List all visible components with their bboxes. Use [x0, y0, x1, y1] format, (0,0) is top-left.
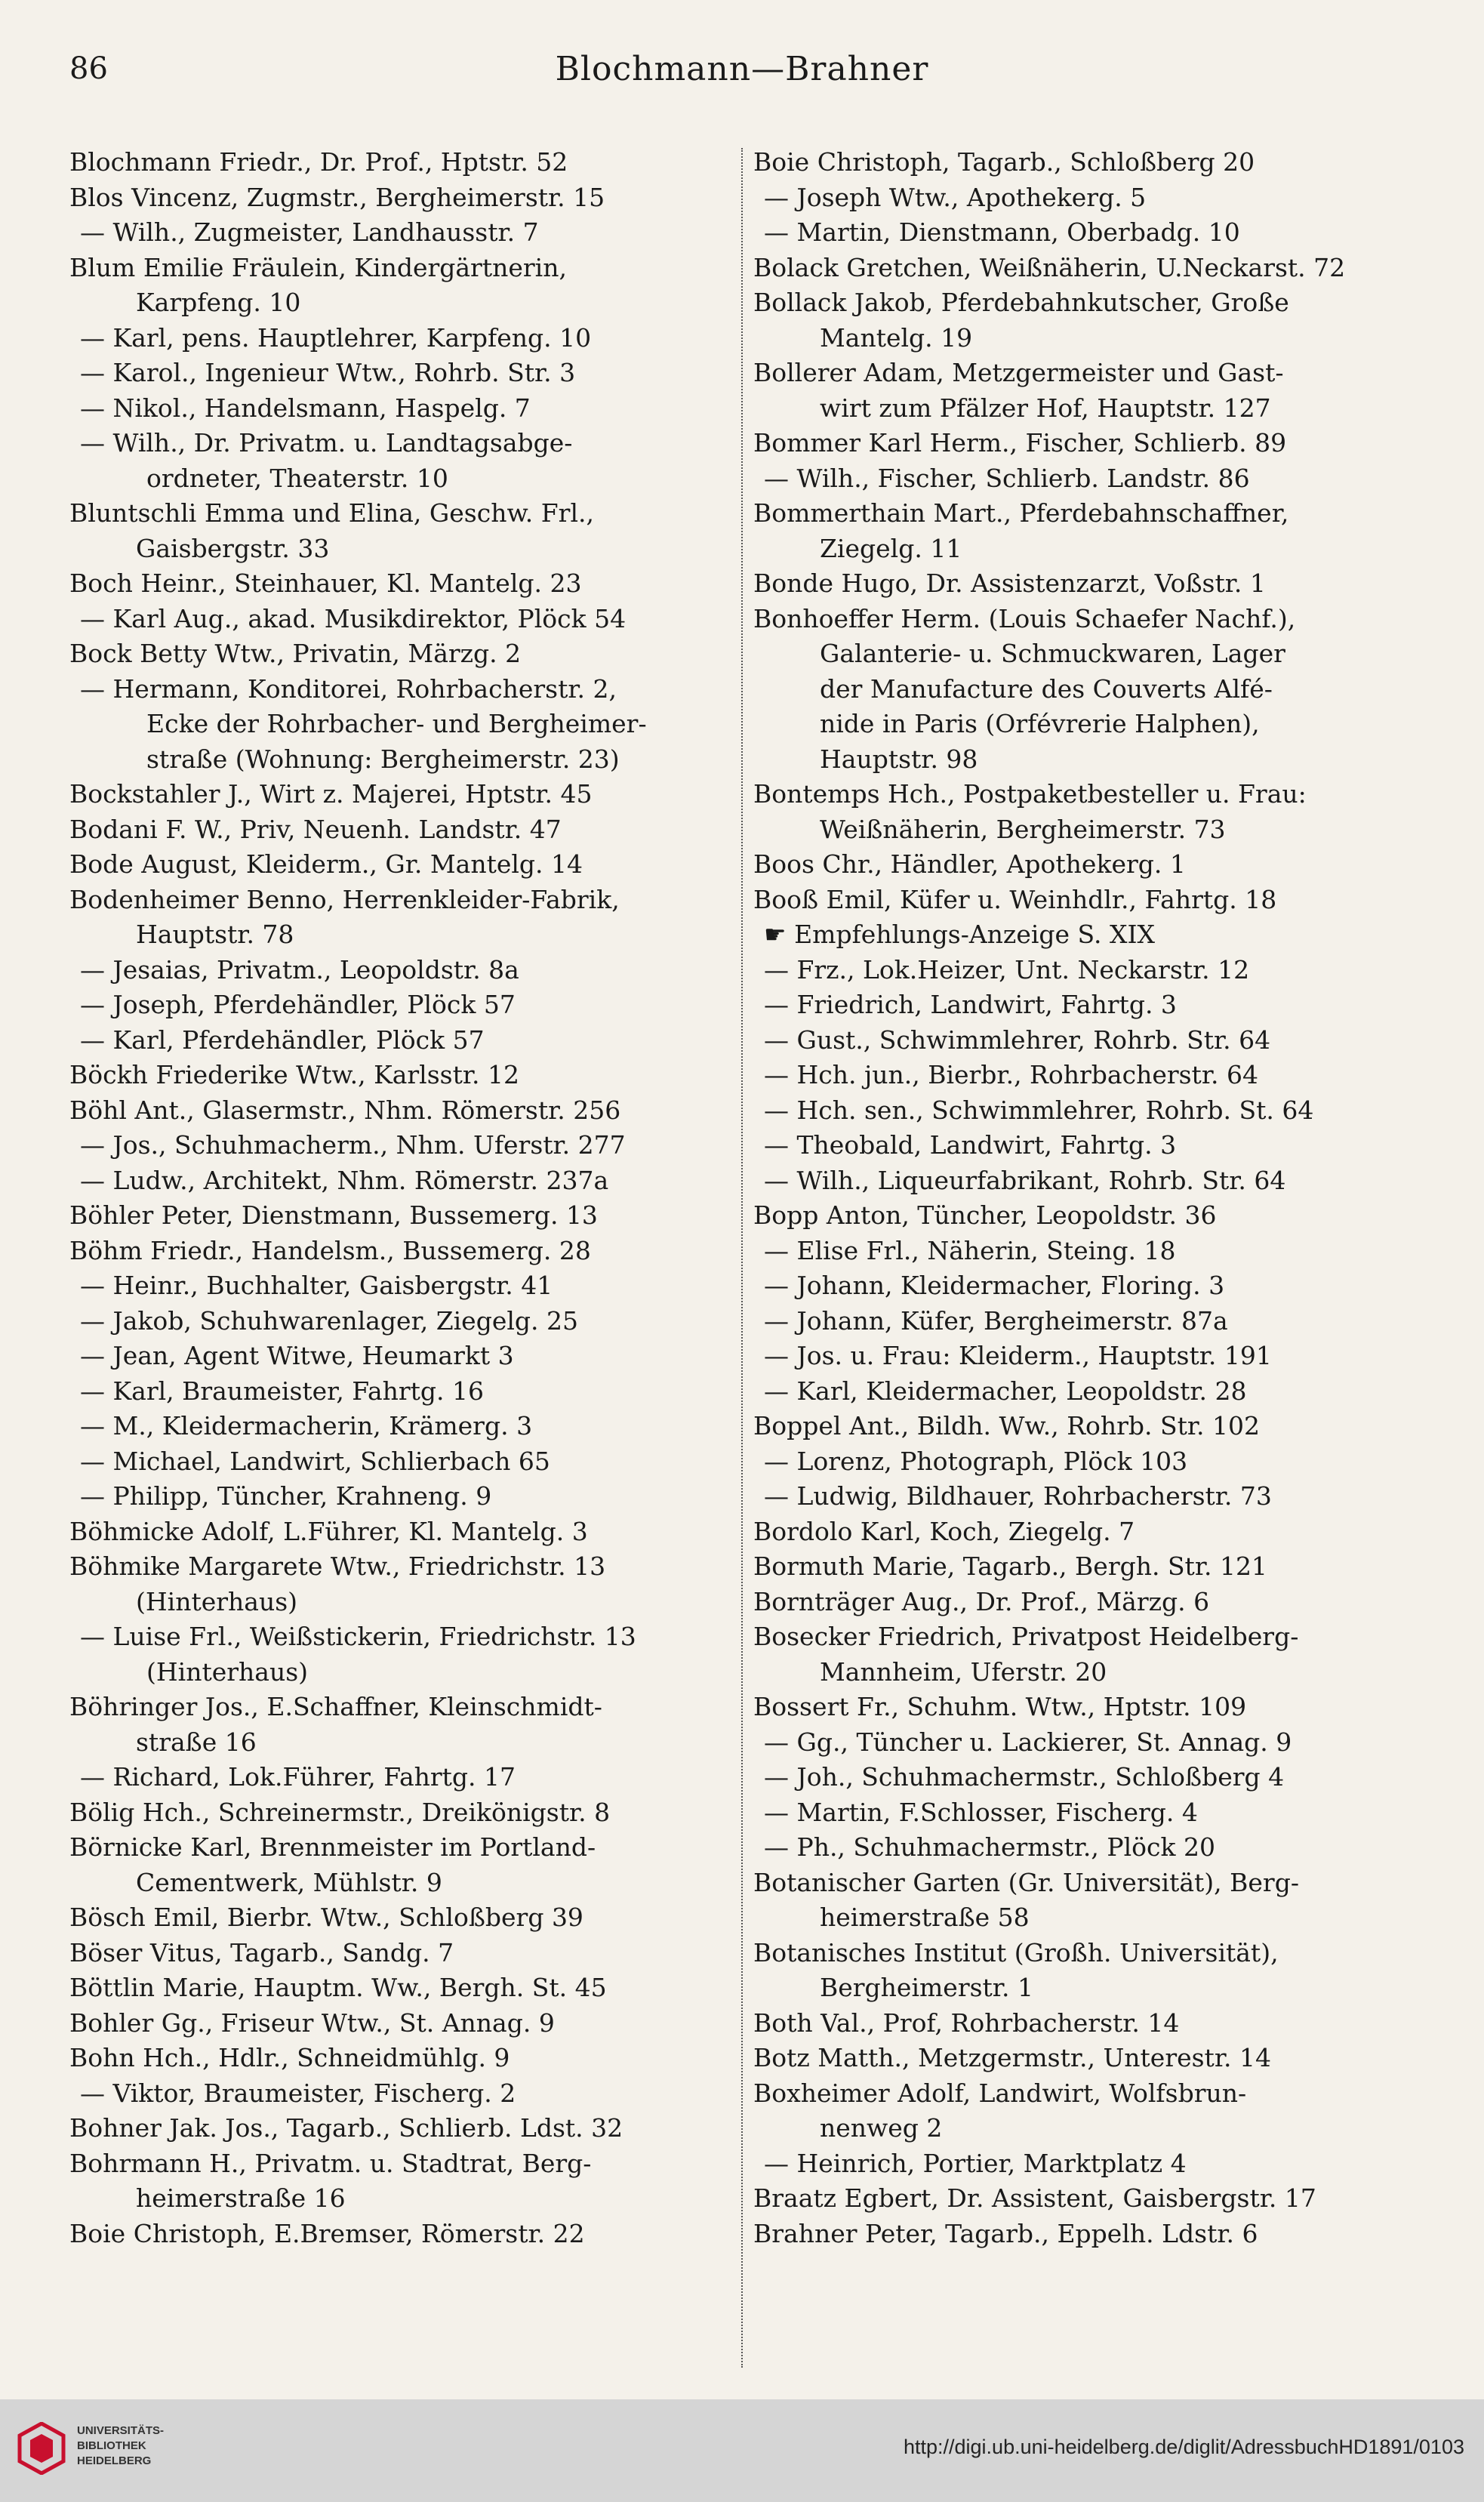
- entry-line: — Karl Aug., akad. Musikdirektor, Plöck 54: [80, 603, 627, 633]
- directory-entry: [69, 426, 728, 496]
- directory-entry: [69, 180, 728, 216]
- entry-line: heimerstraße 16: [136, 2183, 346, 2213]
- entry-line: — Richard, Lok.Führer, Fahrtg. 17: [80, 1762, 516, 1792]
- directory-entry: [69, 602, 728, 637]
- directory-entry: [753, 1549, 1419, 1585]
- entry-line: Both Val., Prof, Rohrbacherstr. 14: [753, 2007, 1180, 2038]
- entry-line: — Martin, Dienstmann, Oberbadg. 10: [764, 217, 1240, 247]
- entry-line: — Wilh., Dr. Privatm. u. Landtagsabge-: [80, 428, 573, 458]
- directory-entry: [753, 1690, 1419, 1725]
- directory-entry: [753, 1830, 1419, 1866]
- entry-line: Böhringer Jos., E.Schaffner, Kleinschmidt-: [69, 1692, 602, 1721]
- entry-line: — Hch. jun., Bierbr., Rohrbacherstr. 64: [764, 1060, 1258, 1089]
- entry-line: — Jakob, Schuhwarenlager, Ziegelg. 25: [80, 1305, 579, 1336]
- page-number: 86: [69, 51, 108, 86]
- directory-entry: [69, 1900, 728, 1936]
- directory-entry: [69, 777, 728, 812]
- entry-line: Bommer Karl Herm., Fischer, Schlierb. 89: [753, 428, 1287, 458]
- directory-entry: [753, 1268, 1419, 1304]
- entry-line: straße 16: [136, 1727, 257, 1757]
- entry-line: — Karl, Braumeister, Fahrtg. 16: [80, 1376, 485, 1406]
- directory-entry: [69, 2006, 728, 2041]
- entry-line: Boie Christoph, E.Bremser, Römerstr. 22: [69, 2218, 585, 2248]
- directory-entry: [69, 1163, 728, 1199]
- entry-line: Bommerthain Mart., Pferdebahnschaffner,: [753, 498, 1289, 528]
- entry-line: Karpfeng. 10: [136, 288, 301, 317]
- directory-entry: [753, 1760, 1419, 1795]
- directory-entry: [69, 1268, 728, 1304]
- entry-line: — M., Kleidermacherin, Krämerg. 3: [80, 1411, 533, 1440]
- directory-entry: [753, 777, 1419, 847]
- entry-line: Blochmann Friedr., Dr. Prof., Hptstr. 52: [69, 147, 568, 177]
- entry-line: Mannheim, Uferstr. 20: [820, 1656, 1107, 1687]
- directory-entry: [753, 1374, 1419, 1410]
- directory-entry: [69, 1023, 728, 1058]
- entry-line: Bohn Hch., Hdlr., Schneidmühlg. 9: [69, 2043, 510, 2072]
- right-column: [753, 145, 1419, 2372]
- directory-entry: [69, 1514, 728, 1550]
- entry-line: Böttlin Marie, Hauptm. Ww., Bergh. St. 45: [69, 1973, 607, 2002]
- entry-line: (Hinterhaus): [136, 1586, 298, 1616]
- entry-line: Bormuth Marie, Tagarb., Bergh. Str. 121: [753, 1551, 1267, 1581]
- entry-line: — Hermann, Konditorei, Rohrbacherstr. 2,: [80, 673, 617, 704]
- directory-entry: [753, 356, 1419, 426]
- entry-line: — Ludw., Architekt, Nhm. Römerstr. 237a: [80, 1165, 609, 1195]
- entry-line: Bonhoeffer Herm. (Louis Schaefer Nachf.),: [753, 603, 1296, 633]
- directory-entry: [69, 145, 728, 180]
- directory-entry: [69, 2076, 728, 2112]
- directory-entry: [753, 285, 1419, 356]
- directory-entry: [753, 1444, 1419, 1480]
- entry-line: Blos Vincenz, Zugmstr., Bergheimerstr. 15: [69, 182, 605, 212]
- directory-entry: [69, 391, 728, 427]
- directory-entry: [69, 1619, 728, 1690]
- entry-line: — Karl, Kleidermacher, Leopoldstr. 28: [764, 1376, 1247, 1406]
- directory-entry: [69, 672, 728, 778]
- entry-line: Bodenheimer Benno, Herrenkleider-Fabrik,: [69, 884, 620, 914]
- entry-line: Böhmicke Adolf, L.Führer, Kl. Mantelg. 3: [69, 1516, 588, 1546]
- library-name: [77, 2423, 164, 2469]
- directory-entry: [753, 953, 1419, 988]
- directory-entry: [753, 847, 1419, 883]
- entry-line: — Frz., Lok.Heizer, Unt. Neckarstr. 12: [764, 954, 1250, 984]
- entry-line: — Wilh., Fischer, Schlierb. Landstr. 86: [764, 463, 1250, 493]
- entry-line: — Johann, Küfer, Bergheimerstr. 87a: [764, 1305, 1228, 1336]
- entry-line: — Viktor, Braumeister, Fischerg. 2: [80, 2078, 516, 2108]
- entry-line: — Martin, F.Schlosser, Fischerg. 4: [764, 1797, 1198, 1827]
- directory-entry: [69, 2041, 728, 2076]
- directory-entry: [753, 1023, 1419, 1058]
- directory-entry: [753, 1866, 1419, 1936]
- directory-entry: [753, 988, 1419, 1023]
- entry-line: Bohler Gg., Friseur Wtw., St. Annag. 9: [69, 2007, 555, 2038]
- entry-line: — Karol., Ingenieur Wtw., Rohrb. Str. 3: [80, 358, 576, 387]
- entry-line: — Philipp, Tüncher, Krahneng. 9: [80, 1481, 492, 1511]
- directory-entry: [753, 1058, 1419, 1093]
- directory-entry: [753, 883, 1419, 918]
- directory-entry: [69, 1409, 728, 1444]
- directory-entry: [753, 1234, 1419, 1269]
- directory-entry: [753, 496, 1419, 566]
- directory-entry: [69, 251, 728, 321]
- directory-entry: [69, 1093, 728, 1129]
- directory-entry: [69, 1549, 728, 1619]
- entry-line: Bohner Jak. Jos., Tagarb., Schlierb. Ldst. 32: [69, 2113, 623, 2143]
- directory-entry: [753, 602, 1419, 778]
- entry-line: Ecke der Rohrbacher- und Bergheimer-: [146, 709, 647, 738]
- directory-entry: [69, 1198, 728, 1234]
- entry-line: — Friedrich, Landwirt, Fahrtg. 3: [764, 990, 1177, 1019]
- entry-line: Bornträger Aug., Dr. Prof., Märzg. 6: [753, 1586, 1210, 1616]
- entry-line: Bock Betty Wtw., Privatin, Märzg. 2: [69, 639, 522, 668]
- library-name-line: UNIVERSITÄTS-: [77, 2424, 165, 2437]
- entry-line: Bossert Fr., Schuhm. Wtw., Hptstr. 109: [753, 1692, 1247, 1721]
- directory-entry: [69, 1936, 728, 1971]
- library-name-line: HEIDELBERG: [77, 2454, 152, 2467]
- entry-line: — Lorenz, Photograph, Plöck 103: [764, 1446, 1188, 1476]
- entry-line: — Elise Frl., Näherin, Steing. 18: [764, 1235, 1176, 1265]
- entry-line: — Johann, Kleidermacher, Floring. 3: [764, 1271, 1225, 1300]
- directory-entry: [69, 883, 728, 953]
- entry-line: Bluntschli Emma und Elina, Geschw. Frl.,: [69, 498, 594, 528]
- directory-entry: [69, 1760, 728, 1795]
- entry-line: — Heinr., Buchhalter, Gaisbergstr. 41: [80, 1271, 553, 1300]
- entry-line: — Wilh., Zugmeister, Landhausstr. 7: [80, 217, 539, 247]
- directory-entry: [753, 1339, 1419, 1374]
- directory-entry: [69, 215, 728, 251]
- directory-entry: [69, 1234, 728, 1269]
- footer-band: [0, 2399, 1484, 2502]
- entry-line: Böhmike Margarete Wtw., Friedrichstr. 13: [69, 1551, 606, 1581]
- entry-line: wirt zum Pfälzer Hof, Hauptstr. 127: [820, 393, 1271, 423]
- entry-line: ordneter, Theaterstr. 10: [146, 463, 448, 493]
- entry-line: Bergheimerstr. 1: [820, 1973, 1033, 2002]
- directory-entry: [753, 2006, 1419, 2041]
- entry-line: Brahner Peter, Tagarb., Eppelh. Ldstr. 6: [753, 2218, 1258, 2248]
- entry-line: Böhl Ant., Glasermstr., Nhm. Römerstr. 256: [69, 1095, 621, 1125]
- entry-line: Bölig Hch., Schreinermstr., Dreikönigstr. 8: [69, 1797, 611, 1827]
- university-library-logo-icon: [17, 2422, 66, 2475]
- entry-line: — Jean, Agent Witwe, Heumarkt 3: [80, 1341, 514, 1370]
- directory-entry: [753, 1725, 1419, 1761]
- directory-entry: [69, 636, 728, 672]
- entry-line: Braatz Egbert, Dr. Assistent, Gaisbergstr. 17: [753, 2183, 1316, 2213]
- directory-entry: [753, 1479, 1419, 1514]
- directory-entry: [753, 461, 1419, 497]
- entry-line: — Joseph Wtw., Apothekerg. 5: [764, 182, 1147, 212]
- entry-line: Booß Emil, Küfer u. Weinhdlr., Fahrtg. 18: [753, 884, 1277, 914]
- entry-line: — Ph., Schuhmachermstr., Plöck 20: [764, 1832, 1215, 1862]
- entry-line: — Wilh., Liqueurfabrikant, Rohrb. Str. 64: [764, 1165, 1286, 1195]
- entry-line: — Luise Frl., Weißstickerin, Friedrichstr. 13: [80, 1622, 636, 1651]
- entry-line: Bode August, Kleiderm., Gr. Mantelg. 14: [69, 849, 583, 879]
- entry-line: Boch Heinr., Steinhauer, Kl. Mantelg. 23: [69, 568, 582, 598]
- entry-line: — Joseph, Pferdehändler, Plöck 57: [80, 990, 516, 1019]
- directory-entry: [753, 145, 1419, 180]
- directory-entry: [69, 847, 728, 883]
- directory-entry: [753, 180, 1419, 216]
- entry-line: — Karl, Pferdehändler, Plöck 57: [80, 1025, 485, 1055]
- directory-entry: [69, 1058, 728, 1093]
- entry-line: Weißnäherin, Bergheimerstr. 73: [820, 814, 1226, 844]
- directory-entry: [69, 953, 728, 988]
- entry-line: — Nikol., Handelsmann, Haspelg. 7: [80, 393, 531, 423]
- directory-entry: [753, 2146, 1419, 2182]
- entry-line: — Theobald, Landwirt, Fahrtg. 3: [764, 1130, 1177, 1160]
- library-name-line: BIBLIOTHEK: [77, 2439, 146, 2452]
- entry-line: Botanisches Institut (Großh. Universität),: [753, 1937, 1279, 1967]
- directory-entry: [69, 2217, 728, 2252]
- entry-line: Boos Chr., Händler, Apothekerg. 1: [753, 849, 1186, 879]
- entry-line: Boie Christoph, Tagarb., Schloßberg 20: [753, 147, 1255, 177]
- directory-entry: [69, 1479, 728, 1514]
- directory-entry: [69, 1444, 728, 1480]
- entry-line: ☛ Empfehlungs-Anzeige S. XIX: [764, 920, 1155, 949]
- column-divider: [741, 148, 743, 2368]
- entry-line: Boxheimer Adolf, Landwirt, Wolfsbrun-: [753, 2078, 1247, 2108]
- directory-entry: [753, 2041, 1419, 2076]
- entry-line: Bockstahler J., Wirt z. Majerei, Hptstr. 45: [69, 779, 593, 809]
- entry-line: (Hinterhaus): [146, 1656, 309, 1687]
- directory-entry: [753, 2181, 1419, 2217]
- entry-line: Bolack Gretchen, Weißnäherin, U.Neckarst. 72: [753, 252, 1346, 282]
- directory-entry: [753, 917, 1419, 953]
- left-column: [69, 145, 728, 2372]
- entry-line: Gaisbergstr. 33: [136, 533, 330, 563]
- directory-columns: [69, 145, 1421, 2372]
- entry-line: Bösch Emil, Bierbr. Wtw., Schloßberg 39: [69, 1903, 583, 1932]
- page-header: [0, 45, 1484, 98]
- entry-line: Bohrmann H., Privatm. u. Stadtrat, Berg-: [69, 2148, 592, 2178]
- entry-line: Bordolo Karl, Koch, Ziegelg. 7: [753, 1516, 1135, 1546]
- directory-entry: [69, 1128, 728, 1163]
- directory-entry: [69, 812, 728, 848]
- directory-entry: [69, 1690, 728, 1760]
- directory-entry: [69, 566, 728, 602]
- entry-line: Böser Vitus, Tagarb., Sandg. 7: [69, 1937, 454, 1967]
- entry-line: Hauptstr. 98: [820, 744, 978, 774]
- running-head: Blochmann—Brahner: [555, 50, 929, 88]
- directory-entry: [69, 1830, 728, 1900]
- entry-line: Bosecker Friedrich, Privatpost Heidelberg-: [753, 1622, 1299, 1651]
- entry-line: heimerstraße 58: [820, 1903, 1030, 1932]
- entry-line: — Karl, pens. Hauptlehrer, Karpfeng. 10: [80, 322, 592, 353]
- directory-entry: [753, 1585, 1419, 1620]
- entry-line: Galanterie- u. Schmuckwaren, Lager: [820, 639, 1285, 668]
- entry-line: Böckh Friederike Wtw., Karlsstr. 12: [69, 1060, 519, 1089]
- directory-entry: [753, 1198, 1419, 1234]
- directory-entry: [753, 1093, 1419, 1129]
- entry-line: Mantelg. 19: [820, 322, 973, 353]
- directory-entry: [753, 1514, 1419, 1550]
- entry-line: nide in Paris (Orfévrerie Halphen),: [820, 709, 1260, 738]
- entry-line: Bollerer Adam, Metzgermeister und Gast-: [753, 358, 1284, 387]
- entry-line: nenweg 2: [820, 2113, 943, 2143]
- entry-line: — Heinrich, Portier, Marktplatz 4: [764, 2148, 1187, 2178]
- entry-line: Botanischer Garten (Gr. Universität), Berg-: [753, 1867, 1299, 1897]
- entry-line: Böhm Friedr., Handelsm., Bussemerg. 28: [69, 1235, 591, 1265]
- entry-line: Ziegelg. 11: [820, 533, 962, 563]
- directory-entry: [753, 1128, 1419, 1163]
- directory-entry: [69, 356, 728, 391]
- entry-line: — Jos. u. Frau: Kleiderm., Hauptstr. 191: [764, 1341, 1272, 1370]
- entry-line: Bodani F. W., Priv, Neuenh. Landstr. 47: [69, 814, 562, 844]
- source-url-link[interactable]: http://digi.ub.uni-heidelberg.de/diglit/AdressbuchHD1891/0103: [903, 2436, 1464, 2458]
- entry-line: Cementwerk, Mühlstr. 9: [136, 1867, 442, 1897]
- directory-entry: [753, 215, 1419, 251]
- entry-line: der Manufacture des Couverts Alfé-: [820, 673, 1273, 704]
- directory-entry: [69, 321, 728, 356]
- directory-entry: [753, 2076, 1419, 2146]
- entry-line: Börnicke Karl, Brennmeister im Portland-: [69, 1832, 596, 1862]
- directory-entry: [69, 2146, 728, 2217]
- directory-entry: [753, 1795, 1419, 1831]
- entry-line: Bollack Jakob, Pferdebahnkutscher, Große: [753, 288, 1289, 317]
- entry-line: Blum Emilie Fräulein, Kindergärtnerin,: [69, 252, 567, 282]
- directory-entry: [753, 251, 1419, 286]
- entry-line: — Jos., Schuhmacherm., Nhm. Uferstr. 277: [80, 1130, 626, 1160]
- directory-entry: [69, 1970, 728, 2006]
- directory-entry: [69, 1374, 728, 1410]
- entry-line: straße (Wohnung: Bergheimerstr. 23): [146, 744, 620, 774]
- directory-entry: [753, 1304, 1419, 1339]
- entry-line: Böhler Peter, Dienstmann, Bussemerg. 13: [69, 1200, 598, 1230]
- entry-line: Hauptstr. 78: [136, 920, 294, 949]
- entry-line: — Jesaias, Privatm., Leopoldstr. 8a: [80, 954, 519, 984]
- directory-entry: [69, 2111, 728, 2146]
- directory-entry: [69, 1795, 728, 1831]
- directory-entry: [69, 1304, 728, 1339]
- entry-line: Bontemps Hch., Postpaketbesteller u. Frau:: [753, 779, 1307, 809]
- directory-entry: [753, 1936, 1419, 2006]
- directory-entry: [69, 988, 728, 1023]
- entry-line: — Hch. sen., Schwimmlehrer, Rohrb. St. 64: [764, 1095, 1314, 1125]
- entry-line: — Joh., Schuhmachermstr., Schloßberg 4: [764, 1762, 1285, 1792]
- entry-line: Bopp Anton, Tüncher, Leopoldstr. 36: [753, 1200, 1217, 1230]
- directory-entry: [753, 1163, 1419, 1199]
- directory-entry: [753, 566, 1419, 602]
- directory-entry: [753, 1409, 1419, 1444]
- directory-entry: [69, 496, 728, 566]
- directory-entry: [753, 1619, 1419, 1690]
- entry-line: — Gg., Tüncher u. Lackierer, St. Annag. 9: [764, 1727, 1292, 1757]
- directory-entry: [69, 1339, 728, 1374]
- entry-line: — Michael, Landwirt, Schlierbach 65: [80, 1446, 550, 1476]
- entry-line: Bonde Hugo, Dr. Assistenzarzt, Voßstr. 1: [753, 568, 1266, 598]
- entry-line: Boppel Ant., Bildh. Ww., Rohrb. Str. 102: [753, 1411, 1261, 1440]
- directory-entry: [753, 2217, 1419, 2252]
- entry-line: — Gust., Schwimmlehrer, Rohrb. Str. 64: [764, 1025, 1271, 1055]
- entry-line: Botz Matth., Metzgermstr., Unterestr. 14: [753, 2043, 1271, 2072]
- entry-line: — Ludwig, Bildhauer, Rohrbacherstr. 73: [764, 1481, 1272, 1511]
- directory-entry: [753, 426, 1419, 461]
